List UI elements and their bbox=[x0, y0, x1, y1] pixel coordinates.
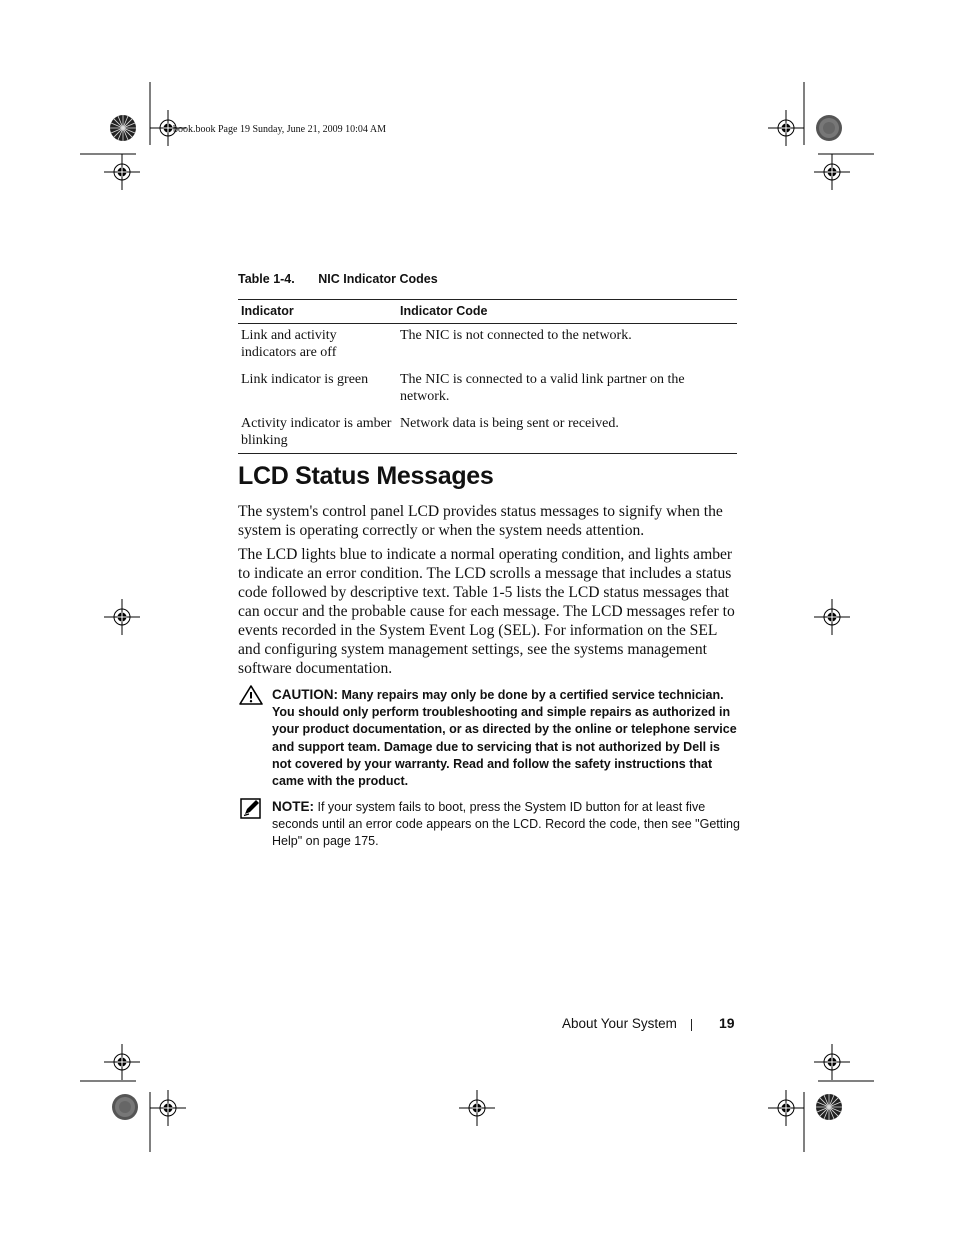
section-heading: LCD Status Messages bbox=[238, 462, 494, 490]
table-cell-indicator: Activity indicator is amber blinking bbox=[238, 413, 397, 454]
table-cell-indicator: Link and activity indicators are off bbox=[241, 328, 337, 360]
note-text: If your system fails to boot, press the System ID button for at least five seconds until an error code appears on the LCD. Record the code, then see "Getting Help" on page 175. bbox=[272, 800, 740, 849]
caution-label: CAUTION: bbox=[272, 687, 338, 702]
table-cell-code: Network data is being sent or received. bbox=[397, 413, 737, 454]
print-header-info: book.book Page 19 Sunday, June 21, 2009 10:04 AM bbox=[173, 124, 386, 135]
caution-notice bbox=[272, 686, 740, 790]
caution-text: Many repairs may only be done by a certified service technician. You should only perform troubleshooting and simple repairs as authorized in your product documentation, or as directed by the online or telephone service and support team. Damage due to servicing that is not authorized by Dell is not covered by your warranty. Read and follow the safety instructions that came with the product. bbox=[272, 688, 737, 789]
column-header-indicator: Indicator bbox=[238, 300, 397, 324]
note-label: NOTE: bbox=[272, 799, 314, 814]
table-cell-code: The NIC is not connected to the network. bbox=[400, 328, 632, 343]
table-cell-code: The NIC is connected to a valid link partner on the network. bbox=[400, 372, 685, 404]
note-notice bbox=[272, 798, 740, 851]
page-number: 19 bbox=[719, 1015, 735, 1031]
table-caption bbox=[238, 272, 438, 286]
table-header-row bbox=[238, 300, 737, 324]
table-row bbox=[238, 324, 737, 370]
table-row bbox=[238, 369, 737, 413]
table-row bbox=[238, 413, 737, 454]
body-paragraph: The system's control panel LCD provides status messages to signify when the system is operating correctly or when the system needs attention. bbox=[238, 503, 723, 539]
table-title: NIC Indicator Codes bbox=[318, 272, 438, 286]
column-header-indicator-code: Indicator Code bbox=[397, 300, 737, 324]
nic-indicator-table bbox=[238, 299, 737, 454]
caution-icon bbox=[238, 684, 264, 706]
body-paragraph: The LCD lights blue to indicate a normal operating condition, and lights amber to indicate an error condition. The LCD scrolls a message that includes a status code followed by descriptive text. Table 1-5 lists the LCD status messages that can occur and the probable cause for each message. The LCD messages refer to events recorded in the System Event Log (SEL). For information on the SEL and configuring system management settings, see the systems management software documentation. bbox=[238, 546, 735, 677]
footer-chapter-title: About Your System bbox=[562, 1016, 677, 1031]
note-icon bbox=[240, 797, 262, 819]
table-number: Table 1-4. bbox=[238, 272, 295, 286]
table-cell-indicator: Link indicator is green bbox=[241, 372, 369, 387]
footer-separator bbox=[691, 1019, 692, 1031]
